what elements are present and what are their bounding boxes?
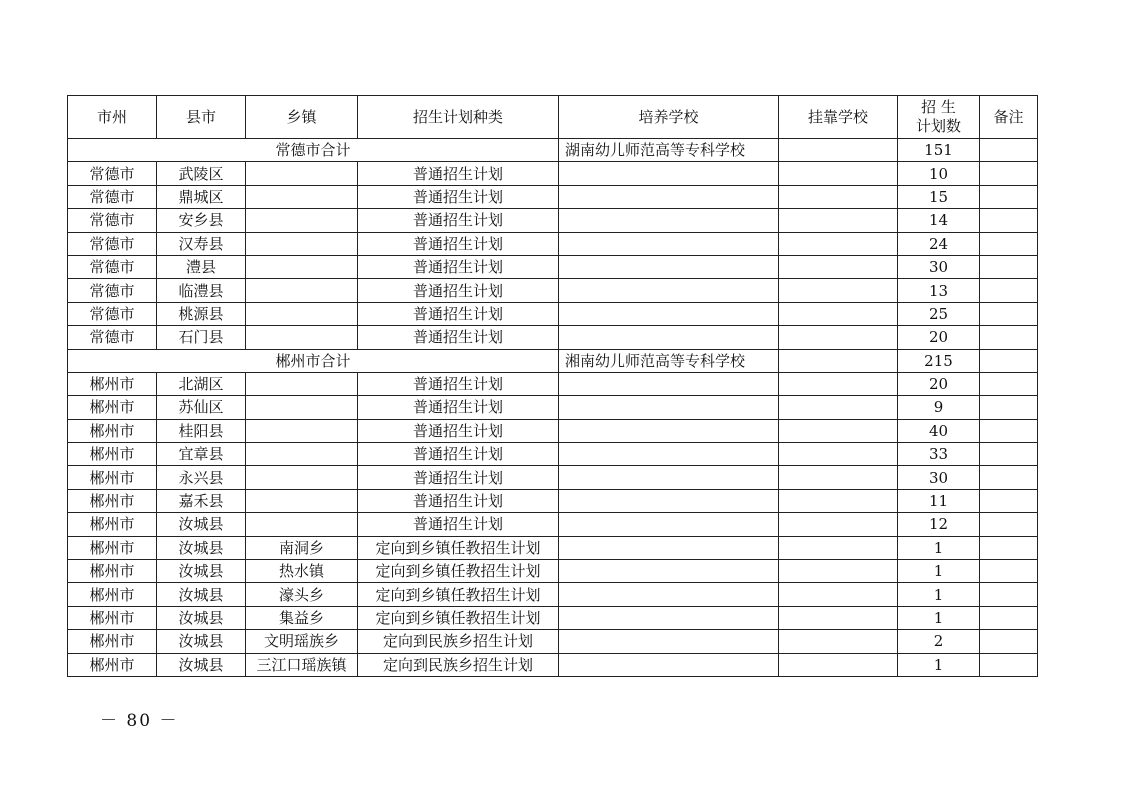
- school-cell: [559, 396, 779, 419]
- table-row: [68, 606, 1038, 629]
- town-cell: [246, 162, 358, 185]
- town-cell: [246, 372, 358, 395]
- table-row: [68, 162, 1038, 185]
- count-cell: 14: [898, 209, 980, 232]
- plan-type-cell: 普通招生计划: [358, 489, 559, 512]
- town-cell: 南洞乡: [246, 536, 358, 559]
- city-cell: 常德市: [68, 326, 157, 349]
- summary-count: 215: [898, 349, 980, 372]
- school-cell: [559, 606, 779, 629]
- count-cell: 30: [898, 255, 980, 278]
- remarks-cell: [980, 560, 1038, 583]
- county-cell: 汝城县: [157, 536, 246, 559]
- county-cell: 安乡县: [157, 209, 246, 232]
- city-cell: 郴州市: [68, 443, 157, 466]
- county-cell: 汝城县: [157, 583, 246, 606]
- affiliate-cell: [779, 536, 898, 559]
- table-row: [68, 326, 1038, 349]
- school-cell: [559, 185, 779, 208]
- count-cell: 2: [898, 630, 980, 653]
- school-cell: [559, 255, 779, 278]
- city-cell: 郴州市: [68, 372, 157, 395]
- header-remarks: 备注: [980, 96, 1038, 139]
- remarks-cell: [980, 255, 1038, 278]
- plan-type-cell: 普通招生计划: [358, 443, 559, 466]
- town-cell: [246, 302, 358, 325]
- affiliate-cell: [779, 443, 898, 466]
- county-cell: 永兴县: [157, 466, 246, 489]
- table-row: [68, 372, 1038, 395]
- summary-label: 郴州市合计: [68, 349, 559, 372]
- remarks-cell: [980, 513, 1038, 536]
- city-cell: 郴州市: [68, 560, 157, 583]
- header-county: 县市: [157, 96, 246, 139]
- table-row: [68, 513, 1038, 536]
- county-cell: 汝城县: [157, 653, 246, 676]
- school-cell: [559, 302, 779, 325]
- affiliate-cell: [779, 279, 898, 302]
- remarks-cell: [980, 349, 1038, 372]
- remarks-cell: [980, 466, 1038, 489]
- plan-type-cell: 普通招生计划: [358, 209, 559, 232]
- city-cell: 常德市: [68, 162, 157, 185]
- town-cell: 集益乡: [246, 606, 358, 629]
- table-row: [68, 443, 1038, 466]
- remarks-cell: [980, 372, 1038, 395]
- plan-type-cell: 定向到民族乡招生计划: [358, 653, 559, 676]
- town-cell: [246, 396, 358, 419]
- summary-school: 湖南幼儿师范高等专科学校: [559, 139, 779, 162]
- table-row: [68, 560, 1038, 583]
- remarks-cell: [980, 232, 1038, 255]
- header-town: 乡镇: [246, 96, 358, 139]
- page-number: － 80 －: [100, 711, 179, 731]
- plan-type-cell: 普通招生计划: [358, 185, 559, 208]
- plan-type-cell: 普通招生计划: [358, 466, 559, 489]
- school-cell: [559, 162, 779, 185]
- table-row: [68, 466, 1038, 489]
- plan-type-cell: 普通招生计划: [358, 279, 559, 302]
- count-cell: 20: [898, 372, 980, 395]
- city-cell: 常德市: [68, 209, 157, 232]
- summary-label: 常德市合计: [68, 139, 559, 162]
- table-row: [68, 185, 1038, 208]
- county-cell: 澧县: [157, 255, 246, 278]
- plan-type-cell: 普通招生计划: [358, 396, 559, 419]
- affiliate-cell: [779, 232, 898, 255]
- city-cell: 郴州市: [68, 536, 157, 559]
- plan-type-cell: 普通招生计划: [358, 326, 559, 349]
- table-row: [68, 536, 1038, 559]
- affiliate-cell: [779, 302, 898, 325]
- school-cell: [559, 232, 779, 255]
- header-plan-count: 招 生 计划数: [898, 96, 980, 139]
- count-cell: 10: [898, 162, 980, 185]
- plan-type-cell: 普通招生计划: [358, 255, 559, 278]
- remarks-cell: [980, 209, 1038, 232]
- plan-type-cell: 普通招生计划: [358, 372, 559, 395]
- count-cell: 9: [898, 396, 980, 419]
- affiliate-cell: [779, 162, 898, 185]
- county-cell: 汝城县: [157, 606, 246, 629]
- plan-type-cell: 定向到民族乡招生计划: [358, 630, 559, 653]
- header-city: 市州: [68, 96, 157, 139]
- town-cell: [246, 489, 358, 512]
- city-cell: 常德市: [68, 279, 157, 302]
- county-cell: 北湖区: [157, 372, 246, 395]
- school-cell: [559, 466, 779, 489]
- county-cell: 桂阳县: [157, 419, 246, 442]
- count-cell: 40: [898, 419, 980, 442]
- count-cell: 12: [898, 513, 980, 536]
- town-cell: 三江口瑶族镇: [246, 653, 358, 676]
- table-row: [68, 419, 1038, 442]
- affiliate-cell: [779, 255, 898, 278]
- city-cell: 郴州市: [68, 630, 157, 653]
- affiliate-cell: [779, 419, 898, 442]
- remarks-cell: [980, 606, 1038, 629]
- count-cell: 1: [898, 583, 980, 606]
- county-cell: 汉寿县: [157, 232, 246, 255]
- affiliate-cell: [779, 560, 898, 583]
- summary-school: 湘南幼儿师范高等专科学校: [559, 349, 779, 372]
- county-cell: 桃源县: [157, 302, 246, 325]
- header-school: 培养学校: [559, 96, 779, 139]
- town-cell: [246, 326, 358, 349]
- town-cell: 濠头乡: [246, 583, 358, 606]
- plan-type-cell: 定向到乡镇任教招生计划: [358, 560, 559, 583]
- school-cell: [559, 209, 779, 232]
- town-cell: [246, 279, 358, 302]
- plan-type-cell: 普通招生计划: [358, 162, 559, 185]
- school-cell: [559, 419, 779, 442]
- plan-type-cell: 定向到乡镇任教招生计划: [358, 606, 559, 629]
- count-cell: 15: [898, 185, 980, 208]
- city-cell: 郴州市: [68, 653, 157, 676]
- town-cell: 文明瑶族乡: [246, 630, 358, 653]
- school-cell: [559, 536, 779, 559]
- school-cell: [559, 489, 779, 512]
- table-row: [68, 489, 1038, 512]
- remarks-cell: [980, 630, 1038, 653]
- summary-row: [68, 349, 1038, 372]
- count-cell: 1: [898, 606, 980, 629]
- affiliate-cell: [779, 326, 898, 349]
- county-cell: 武陵区: [157, 162, 246, 185]
- town-cell: [246, 209, 358, 232]
- affiliate-cell: [779, 653, 898, 676]
- table-row: [68, 279, 1038, 302]
- town-cell: [246, 185, 358, 208]
- remarks-cell: [980, 396, 1038, 419]
- table-header-row: [68, 96, 1038, 139]
- table-row: [68, 232, 1038, 255]
- count-cell: 24: [898, 232, 980, 255]
- header-plan-type: 招生计划种类: [358, 96, 559, 139]
- town-cell: [246, 232, 358, 255]
- city-cell: 郴州市: [68, 396, 157, 419]
- city-cell: 郴州市: [68, 583, 157, 606]
- affiliate-cell: [779, 185, 898, 208]
- town-cell: [246, 466, 358, 489]
- county-cell: 宜章县: [157, 443, 246, 466]
- remarks-cell: [980, 489, 1038, 512]
- count-cell: 30: [898, 466, 980, 489]
- count-cell: 1: [898, 560, 980, 583]
- count-cell: 11: [898, 489, 980, 512]
- county-cell: 临澧县: [157, 279, 246, 302]
- table-row: [68, 255, 1038, 278]
- plan-type-cell: 普通招生计划: [358, 513, 559, 536]
- table-row: [68, 302, 1038, 325]
- count-cell: 20: [898, 326, 980, 349]
- county-cell: 汝城县: [157, 560, 246, 583]
- plan-type-cell: 普通招生计划: [358, 419, 559, 442]
- town-cell: [246, 443, 358, 466]
- city-cell: 郴州市: [68, 606, 157, 629]
- city-cell: 常德市: [68, 255, 157, 278]
- school-cell: [559, 560, 779, 583]
- affiliate-cell: [779, 583, 898, 606]
- school-cell: [559, 653, 779, 676]
- plan-type-cell: 普通招生计划: [358, 232, 559, 255]
- remarks-cell: [980, 419, 1038, 442]
- remarks-cell: [980, 326, 1038, 349]
- remarks-cell: [980, 279, 1038, 302]
- remarks-cell: [980, 653, 1038, 676]
- school-cell: [559, 372, 779, 395]
- affiliate-cell: [779, 139, 898, 162]
- count-cell: 33: [898, 443, 980, 466]
- header-affiliate-school: 挂靠学校: [779, 96, 898, 139]
- affiliate-cell: [779, 466, 898, 489]
- plan-type-cell: 普通招生计划: [358, 302, 559, 325]
- affiliate-cell: [779, 349, 898, 372]
- remarks-cell: [980, 302, 1038, 325]
- affiliate-cell: [779, 489, 898, 512]
- remarks-cell: [980, 139, 1038, 162]
- table-row: [68, 653, 1038, 676]
- table-body: [68, 139, 1038, 677]
- summary-count: 151: [898, 139, 980, 162]
- county-cell: 鼎城区: [157, 185, 246, 208]
- city-cell: 常德市: [68, 185, 157, 208]
- town-cell: [246, 419, 358, 442]
- school-cell: [559, 279, 779, 302]
- county-cell: 苏仙区: [157, 396, 246, 419]
- school-cell: [559, 443, 779, 466]
- city-cell: 郴州市: [68, 513, 157, 536]
- school-cell: [559, 326, 779, 349]
- county-cell: 石门县: [157, 326, 246, 349]
- affiliate-cell: [779, 372, 898, 395]
- remarks-cell: [980, 162, 1038, 185]
- school-cell: [559, 583, 779, 606]
- affiliate-cell: [779, 209, 898, 232]
- enrollment-plan-table: [67, 95, 1038, 677]
- affiliate-cell: [779, 606, 898, 629]
- table-row: [68, 209, 1038, 232]
- remarks-cell: [980, 443, 1038, 466]
- city-cell: 常德市: [68, 302, 157, 325]
- affiliate-cell: [779, 630, 898, 653]
- town-cell: [246, 513, 358, 536]
- remarks-cell: [980, 583, 1038, 606]
- affiliate-cell: [779, 396, 898, 419]
- county-cell: 汝城县: [157, 630, 246, 653]
- count-cell: 1: [898, 536, 980, 559]
- remarks-cell: [980, 536, 1038, 559]
- remarks-cell: [980, 185, 1038, 208]
- count-cell: 13: [898, 279, 980, 302]
- plan-type-cell: 定向到乡镇任教招生计划: [358, 583, 559, 606]
- affiliate-cell: [779, 513, 898, 536]
- city-cell: 郴州市: [68, 489, 157, 512]
- town-cell: 热水镇: [246, 560, 358, 583]
- school-cell: [559, 630, 779, 653]
- county-cell: 嘉禾县: [157, 489, 246, 512]
- county-cell: 汝城县: [157, 513, 246, 536]
- city-cell: 郴州市: [68, 419, 157, 442]
- table-row: [68, 583, 1038, 606]
- city-cell: 郴州市: [68, 466, 157, 489]
- table-row: [68, 630, 1038, 653]
- count-cell: 25: [898, 302, 980, 325]
- count-cell: 1: [898, 653, 980, 676]
- plan-type-cell: 定向到乡镇任教招生计划: [358, 536, 559, 559]
- school-cell: [559, 513, 779, 536]
- city-cell: 常德市: [68, 232, 157, 255]
- table-row: [68, 396, 1038, 419]
- town-cell: [246, 255, 358, 278]
- summary-row: [68, 139, 1038, 162]
